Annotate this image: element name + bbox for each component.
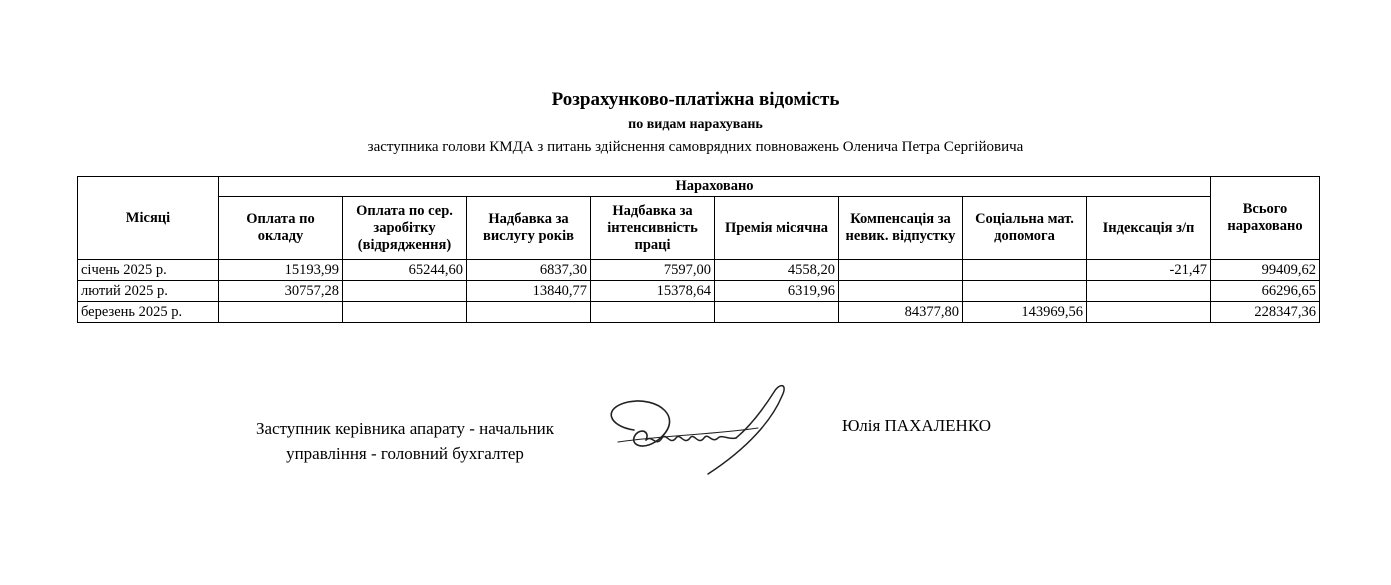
cell-total: 66296,65	[1211, 281, 1320, 302]
cell-avg-pay	[343, 281, 467, 302]
header-accrued-group: Нараховано	[219, 177, 1211, 197]
cell-intensity	[591, 302, 715, 323]
cell-salary: 30757,28	[219, 281, 343, 302]
document-title: Розрахунково-платіжна відомість	[551, 89, 840, 110]
header-row-group	[78, 177, 1320, 197]
cell-indexation	[1087, 302, 1211, 323]
cell-total: 99409,62	[1211, 260, 1320, 281]
document-subtitle: по видам нарахувань	[628, 117, 763, 132]
cell-avg-pay	[343, 302, 467, 323]
handwritten-signature	[598, 378, 798, 478]
cell-salary	[219, 302, 343, 323]
cell-vacation-comp: 84377,80	[839, 302, 963, 323]
cell-bonus	[715, 302, 839, 323]
document-subject: заступника голови КМДА з питань здійснення самоврядних повноважень Оленича Петра Сергійовича	[367, 139, 1024, 155]
cell-seniority: 6837,30	[467, 260, 591, 281]
cell-vacation-comp	[839, 281, 963, 302]
cell-month: лютий 2025 р.	[78, 281, 219, 302]
cell-social-aid: 143969,56	[963, 302, 1087, 323]
cell-indexation: -21,47	[1087, 260, 1211, 281]
cell-avg-pay: 65244,60	[343, 260, 467, 281]
header-salary: Оплата по окладу	[219, 197, 343, 260]
table-row	[78, 302, 1320, 323]
payroll-table	[77, 176, 1320, 323]
header-bonus: Премія місячна	[715, 197, 839, 260]
cell-indexation	[1087, 281, 1211, 302]
header-total: Всього нараховано	[1211, 177, 1320, 260]
cell-month: січень 2025 р.	[78, 260, 219, 281]
cell-bonus: 4558,20	[715, 260, 839, 281]
signatory-role	[210, 416, 600, 466]
signatory-role-line1: Заступник керівника апарату - начальник	[255, 419, 555, 438]
cell-month: березень 2025 р.	[78, 302, 219, 323]
header-intensity: Надбавка за інтенсивність праці	[591, 197, 715, 260]
table-row	[78, 281, 1320, 302]
cell-total: 228347,36	[1211, 302, 1320, 323]
cell-seniority: 13840,77	[467, 281, 591, 302]
cell-social-aid	[963, 281, 1087, 302]
header-seniority: Надбавка за вислугу років	[467, 197, 591, 260]
header-month: Місяці	[78, 177, 219, 260]
header-row-columns	[78, 197, 1320, 260]
cell-seniority	[467, 302, 591, 323]
cell-intensity: 15378,64	[591, 281, 715, 302]
table-row	[78, 260, 1320, 281]
cell-bonus: 6319,96	[715, 281, 839, 302]
cell-salary: 15193,99	[219, 260, 343, 281]
header-social-aid: Соціальна мат. допомога	[963, 197, 1087, 260]
cell-intensity: 7597,00	[591, 260, 715, 281]
signatory-role-line2: управління - головний бухгалтер	[286, 444, 524, 463]
header-indexation: Індексація з/п	[1087, 197, 1211, 260]
header-avg-pay: Оплата по сер. заробітку (відрядження)	[343, 197, 467, 260]
signatory-name: Юлія ПАХАЛЕНКО	[842, 416, 992, 435]
cell-social-aid	[963, 260, 1087, 281]
header-vacation-comp: Компенсація за невик. відпустку	[839, 197, 963, 260]
cell-vacation-comp	[839, 260, 963, 281]
